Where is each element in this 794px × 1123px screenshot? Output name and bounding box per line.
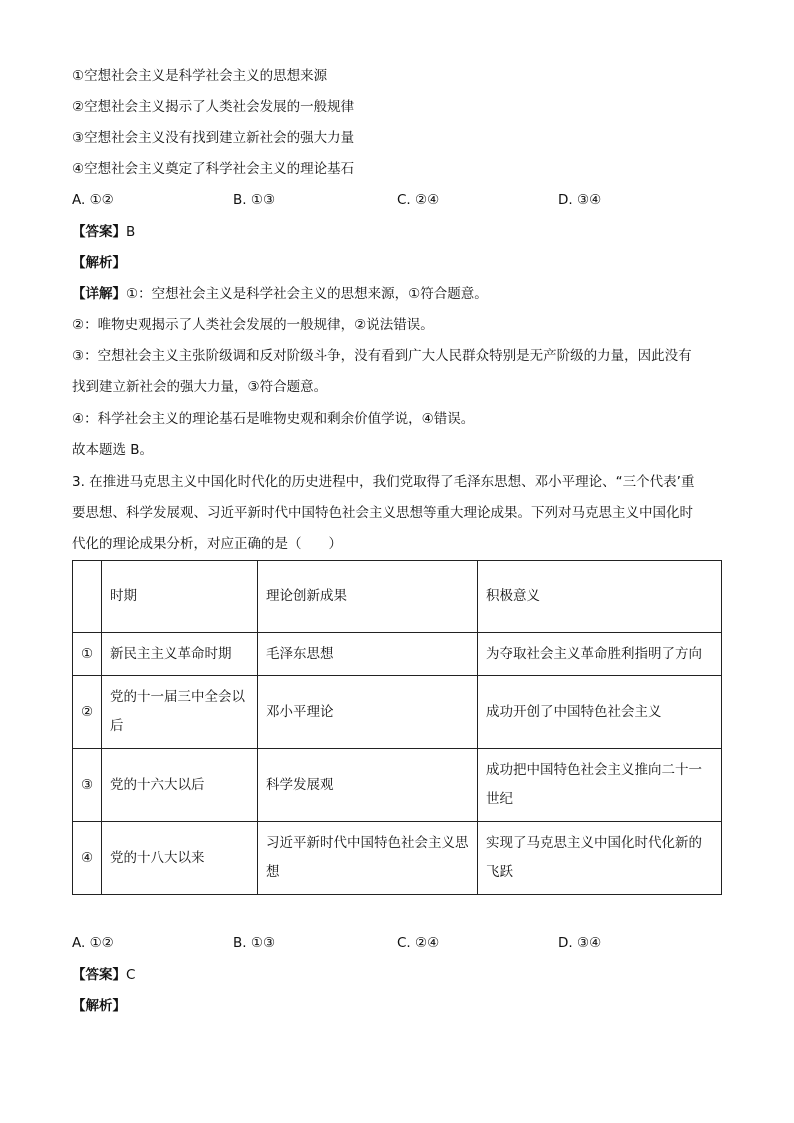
statement-item-2: ②空想社会主义揭示了人类社会发展的一般规律 [72, 99, 355, 115]
row-significance: 成功开创了中国特色社会主义 [478, 676, 722, 749]
row-significance: 成功把中国特色社会主义推向二十一世纪 [478, 749, 722, 822]
q3-analysis-label: 【解析】 [72, 998, 126, 1014]
table-header-row [73, 561, 722, 633]
q2-analysis-label: 【解析】 [72, 255, 126, 271]
q2-detail-line-5: ④：科学社会主义的理论基石是唯物史观和剩余价值学说，④错误。 [72, 411, 475, 427]
row-achievement: 毛泽东思想 [258, 633, 478, 676]
table-row [73, 749, 722, 822]
row-index: ④ [73, 822, 102, 895]
statement-item-1: ①空想社会主义是科学社会主义的思想来源 [72, 68, 328, 84]
q3-option-d: D. ③④ [558, 935, 602, 951]
row-period: 党的十八大以来 [102, 822, 258, 895]
header-cell-significance: 积极意义 [478, 561, 722, 633]
answer-value: C [126, 967, 136, 983]
row-period: 新民主主义革命时期 [102, 633, 258, 676]
q2-detail-line-3: ③：空想社会主义主张阶级调和反对阶级斗争，没有看到广大人民群众特别是无产阶级的力量，因此没有 [72, 348, 692, 364]
detail-label: 【详解】 [72, 286, 126, 302]
q3-option-b: B. ①③ [233, 935, 276, 951]
row-achievement: 科学发展观 [258, 749, 478, 822]
statement-item-3: ③空想社会主义没有找到建立新社会的强大力量 [72, 130, 355, 146]
header-cell-period: 时期 [102, 561, 258, 633]
q3-options [72, 933, 732, 953]
q2-option-a: A. ①② [72, 192, 114, 208]
header-cell-index [73, 561, 102, 633]
row-period: 党的十六大以后 [102, 749, 258, 822]
row-index: ② [73, 676, 102, 749]
table-row [73, 676, 722, 749]
detail-text: ①：空想社会主义是科学社会主义的思想来源，①符合题意。 [126, 286, 488, 302]
q2-option-d: D. ③④ [558, 192, 602, 208]
row-significance: 实现了马克思主义中国化时代化新的飞跃 [478, 822, 722, 895]
table-row [73, 633, 722, 676]
answer-label: 【答案】 [72, 967, 126, 983]
q3-stem-line-3: 代化的理论成果分析，对应正确的是（ ） [72, 536, 342, 552]
q3-stem-line-2: 要思想、科学发展观、习近平新时代中国特色社会主义思想等重大理论成果。下列对马克思主义中国化时 [72, 505, 693, 521]
q3-stem-line-1: 3. 在推进马克思主义中国化时代化的历史进程中，我们党取得了毛泽东思想、邓小平理论、“三个代表’重 [72, 474, 695, 490]
row-index: ③ [73, 749, 102, 822]
q2-conclusion: 故本题选 B。 [72, 442, 154, 458]
row-achievement: 邓小平理论 [258, 676, 478, 749]
q3-answer [72, 965, 135, 985]
q3-option-a: A. ①② [72, 935, 114, 951]
answer-label: 【答案】 [72, 224, 126, 240]
q2-option-c: C. ②④ [397, 192, 440, 208]
q2-detail-line-4: 找到建立新社会的强大力量，③符合题意。 [72, 379, 328, 395]
statement-item-4: ④空想社会主义奠定了科学社会主义的理论基石 [72, 161, 355, 177]
q3-table [72, 560, 722, 895]
q2-options [72, 190, 732, 210]
q2-detail-line-1 [72, 284, 488, 304]
row-index: ① [73, 633, 102, 676]
q3-option-c: C. ②④ [397, 935, 440, 951]
row-achievement: 习近平新时代中国特色社会主义思想 [258, 822, 478, 895]
table-row [73, 822, 722, 895]
q2-option-b: B. ①③ [233, 192, 276, 208]
q2-answer [72, 222, 135, 242]
row-period: 党的十一届三中全会以后 [102, 676, 258, 749]
answer-value: B [126, 224, 136, 240]
row-significance: 为夺取社会主义革命胜利指明了方向 [478, 633, 722, 676]
header-cell-achievement: 理论创新成果 [258, 561, 478, 633]
q2-detail-line-2: ②：唯物史观揭示了人类社会发展的一般规律，②说法错误。 [72, 317, 434, 333]
